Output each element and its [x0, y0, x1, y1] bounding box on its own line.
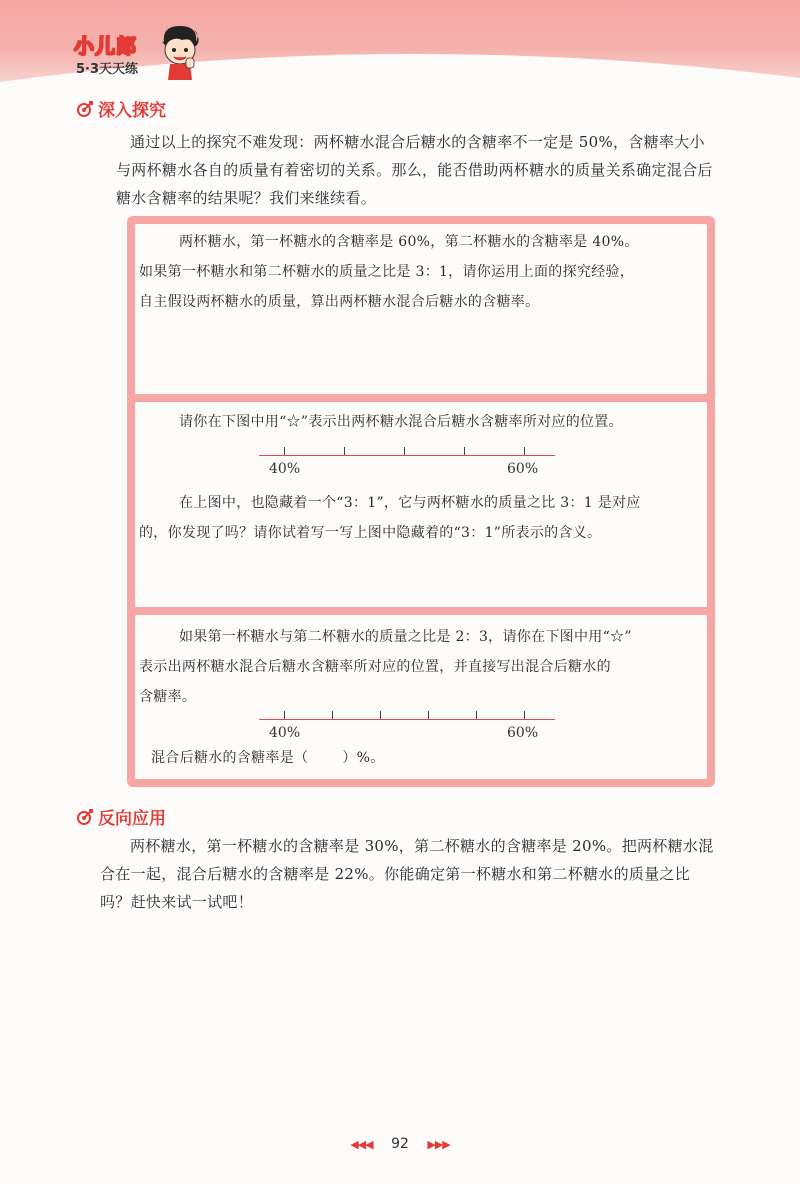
number-line-left-label: 40% — [269, 461, 301, 477]
box3-answer-line — [151, 743, 671, 773]
box2-text — [139, 488, 707, 548]
number-line-tick — [476, 711, 477, 719]
box1-line: 自主假设两杯糖水的质量，算出两杯糖水混合后糖水的含糖率。 — [139, 294, 540, 310]
exercise-box-3 — [135, 615, 707, 779]
intro-line: 与两杯糖水各自的质量有着密切的关系。那么，能否借助两杯糖水的质量关系确定混合后 — [116, 161, 713, 179]
number-line-axis — [259, 719, 555, 720]
number-line-tick — [524, 447, 525, 455]
number-line-tick — [428, 711, 429, 719]
intro-line: 通过以上的探究不难发现：两杯糖水混合后糖水的含糖率不一定是 50%，含糖率大小 — [130, 133, 705, 151]
box1-line: 如果第一杯糖水和第二杯糖水的质量之比是 3：1，请你运用上面的探究经验， — [139, 264, 635, 280]
mascot-boy-icon — [158, 22, 202, 82]
prev-page-arrows-icon[interactable]: ◀◀◀ — [350, 1138, 373, 1151]
number-line-tick — [332, 711, 333, 719]
exercise-box-2 — [135, 402, 707, 607]
number-line-tick — [344, 447, 345, 455]
box2-line: 在上图中，也隐藏着一个“3：1”，它与两杯糖水的质量之比 3：1 是对应 — [179, 495, 641, 511]
number-line-tick — [284, 447, 285, 455]
number-line-tick — [524, 711, 525, 719]
page-footer — [0, 1136, 800, 1152]
number-line-tick — [380, 711, 381, 719]
answer-prefix: 混合后糖水的含糖率是（ — [151, 750, 309, 766]
answer-suffix: ）%。 — [342, 750, 385, 766]
number-line-tick — [404, 447, 405, 455]
number-line-right-label: 60% — [507, 461, 539, 477]
section-title-text: 反向应用 — [98, 809, 166, 829]
box3-line: 含糖率。 — [139, 689, 197, 705]
intro-line: 糖水含糖率的结果呢？我们来继续看。 — [116, 189, 377, 207]
box1-text — [139, 227, 707, 317]
section-title-explore — [76, 96, 166, 121]
reverse-line: 合在一起，混合后糖水的含糖率是 22%。你能确定第一杯糖水和第二杯糖水的质量之比 — [100, 865, 691, 883]
box2-line: 的，你发现了吗？请你试着写一写上图中隐藏着的“3：1”所表示的含义。 — [139, 525, 602, 541]
target-icon — [76, 808, 94, 826]
box3-text — [139, 622, 707, 712]
target-icon — [76, 100, 94, 118]
number-line-axis — [259, 455, 555, 456]
page-number: 92 — [391, 1136, 409, 1152]
box3-line: 如果第一杯糖水与第二杯糖水的质量之比是 2：3，请你在下图中用“☆” — [179, 629, 632, 645]
number-line-right-label: 60% — [507, 725, 539, 741]
number-line-tick — [464, 447, 465, 455]
exercise-box-1 — [135, 224, 707, 394]
brand-series: 5·3天天练 — [76, 62, 139, 77]
next-page-arrows-icon[interactable]: ▶▶▶ — [427, 1138, 450, 1151]
section-title-text: 深入探究 — [98, 101, 166, 121]
box1-line: 两杯糖水，第一杯糖水的含糖率是 60%，第二杯糖水的含糖率是 40%。 — [179, 234, 639, 250]
box2-instruction: 请你在下图中用“☆”表示出两杯糖水混合后糖水含糖率所对应的位置。 — [179, 414, 623, 430]
brand-name: 小儿郎 — [74, 34, 137, 58]
reverse-paragraph — [100, 832, 760, 916]
intro-paragraph — [116, 128, 766, 212]
box3-line: 表示出两杯糖水混合后糖水含糖率所对应的位置，并直接写出混合后糖水的 — [139, 659, 611, 675]
number-line-tick — [284, 711, 285, 719]
reverse-line: 两杯糖水，第一杯糖水的含糖率是 30%，第二杯糖水的含糖率是 20%。把两杯糖水混 — [130, 837, 714, 855]
section-title-reverse — [76, 804, 166, 829]
number-line-left-label: 40% — [269, 725, 301, 741]
reverse-line: 吗？赶快来试一试吧！ — [100, 893, 254, 911]
